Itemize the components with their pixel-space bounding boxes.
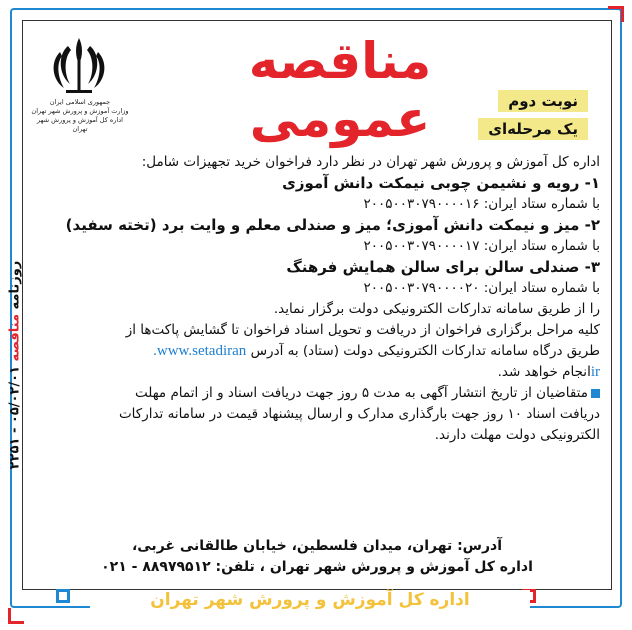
- emblem-caption-line: اداره کل آموزش و پرورش شهر تهران: [37, 116, 123, 133]
- emblem-caption-line: وزارت آموزش و پرورش شهر تهران: [31, 107, 129, 115]
- item-ref: با شماره ستاد ایران: ۲۰۰۵۰۰۳۰۷۹۰۰۰۰۱۷: [363, 238, 600, 254]
- emblem-caption: [30, 98, 130, 134]
- website-link-tail[interactable]: ir: [590, 364, 600, 380]
- paragraph-line: دریافت اسناد ۱۰ روز جهت بارگذاری مدارک و ارسال پیشنهاد قیمت در سامانه تدارکات: [118, 406, 600, 422]
- stage-badge: یک مرحله‌ای: [478, 118, 588, 140]
- paragraph-text: طریق درگاه سامانه تدارکات الکترونیکی دولت (ستاد) به آدرس: [250, 343, 600, 359]
- paragraph-line: کلیه مراحل برگزاری فراخوان از دریافت و تحویل اسناد فراخوان تا گشایش پاکت‌ها از: [125, 322, 600, 338]
- paragraph-line: [34, 341, 600, 362]
- bullet-square-icon: [591, 389, 600, 398]
- address-block: [34, 536, 600, 578]
- item-ref: با شماره ستاد ایران: ۲۰۰۵۰۰۳۰۷۹۰۰۰۰۲۰: [363, 280, 600, 296]
- item-title: ۲- میز و نیمکت دانش آموزی؛ میز و صندلی معلم و وایت برد (تخته سفید): [65, 216, 600, 234]
- side-paper: روزنامه: [7, 260, 23, 310]
- paragraph-line: الکترونیکی دولت مهلت دارند.: [434, 427, 600, 443]
- paragraph-line: [34, 362, 600, 383]
- address-line: اداره کل آموزش و پرورش شهر تهران ، تلفن: ۸۸۹۷۹۵۱۲ - ۰۲۱: [101, 559, 533, 575]
- page-title: مناقصه عمومی: [248, 32, 432, 148]
- item-ref: با شماره ستاد ایران: ۲۰۰۵۰۰۳۰۷۹۰۰۰۰۱۶: [363, 196, 600, 212]
- corner-ornament-bottom-left: [8, 608, 24, 624]
- via-text: را از طریق سامانه تدارکات الکترونیکی دولت برگزار نماید.: [273, 301, 600, 317]
- intro-text: اداره کل آموزش و پرورش شهر تهران در نظر دارد فراخوان خرید تجهیزات شامل:: [141, 154, 600, 170]
- side-paper-name: مناقصه: [7, 313, 23, 362]
- item-title: ۳- صندلی سالن برای سالن همایش فرهنگ: [286, 258, 600, 276]
- paragraph-text: متقاضیان از تاریخ انتشار آگهی به مدت ۵ روز جهت دریافت اسناد و از اتمام مهلت: [134, 385, 588, 401]
- website-link[interactable]: www.setadiran.: [153, 343, 247, 359]
- item-title: ۱- رویه و نشیمن چوبی نیمکت دانش آموزی: [282, 174, 600, 192]
- corner-ornament-top-right: [608, 6, 624, 22]
- paragraph-line: [34, 383, 600, 404]
- address-line: آدرس: تهران، میدان فلسطین، خیابان طالقانی غربی،: [131, 538, 503, 554]
- emblem-caption-line: جمهوری اسلامی ایران: [49, 98, 111, 106]
- side-ref: ۰۵/۰۲/۰۱ - ۲۲۵۱: [7, 365, 23, 470]
- footer-ornament-left: [56, 589, 70, 603]
- footer-org: اداره کل آموزش و پرورش شهر تهران: [90, 590, 530, 610]
- notice-body: [34, 152, 600, 446]
- round-badge: نوبت دوم: [498, 90, 588, 112]
- iran-emblem-icon: [44, 34, 114, 98]
- side-note: [6, 215, 24, 515]
- paragraph-text: انجام خواهد شد.: [497, 364, 591, 380]
